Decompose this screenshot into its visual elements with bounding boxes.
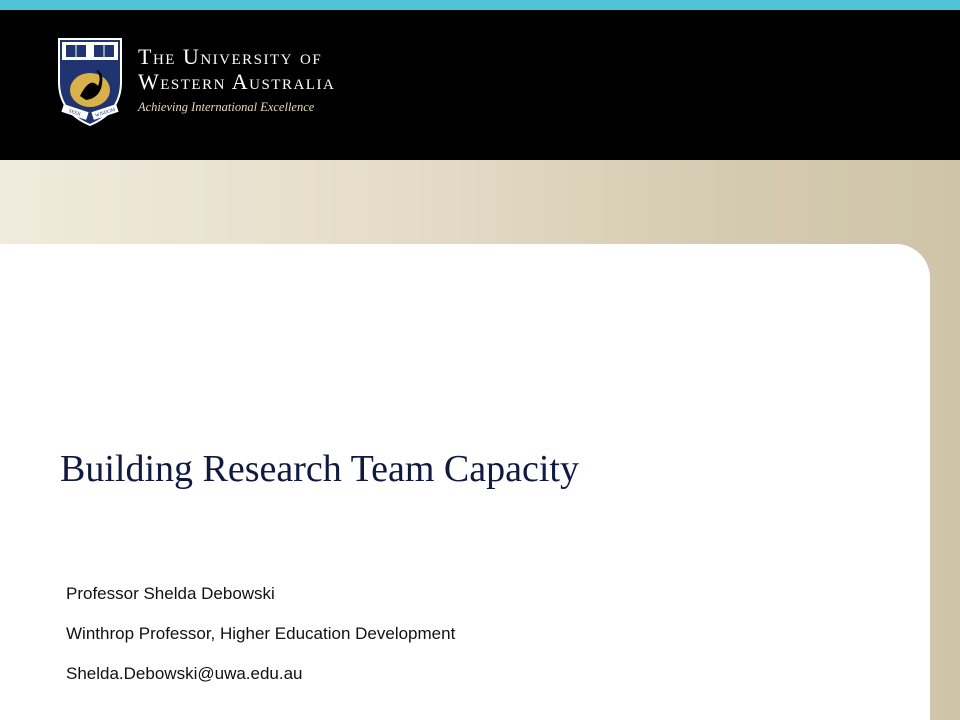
slide-title: Building Research Team Capacity <box>60 448 579 490</box>
university-name-line2: Western Australia <box>138 69 336 94</box>
presenter-email: Shelda.Debowski@uwa.edu.au <box>66 664 303 683</box>
presenter-info <box>66 584 455 704</box>
presenter-role: Winthrop Professor, Higher Education Development <box>66 624 456 643</box>
university-wordmark <box>138 44 335 116</box>
accent-stripe <box>0 0 960 10</box>
crest-motto-left: SEEK <box>67 109 82 118</box>
presenter-name: Professor Shelda Debowski <box>66 584 275 603</box>
university-tagline: Achieving International Excellence <box>138 100 315 114</box>
crest-motto-right: WISDOM <box>94 107 117 120</box>
university-crest-logo <box>56 36 124 128</box>
university-name-line1: The University of <box>138 44 323 69</box>
